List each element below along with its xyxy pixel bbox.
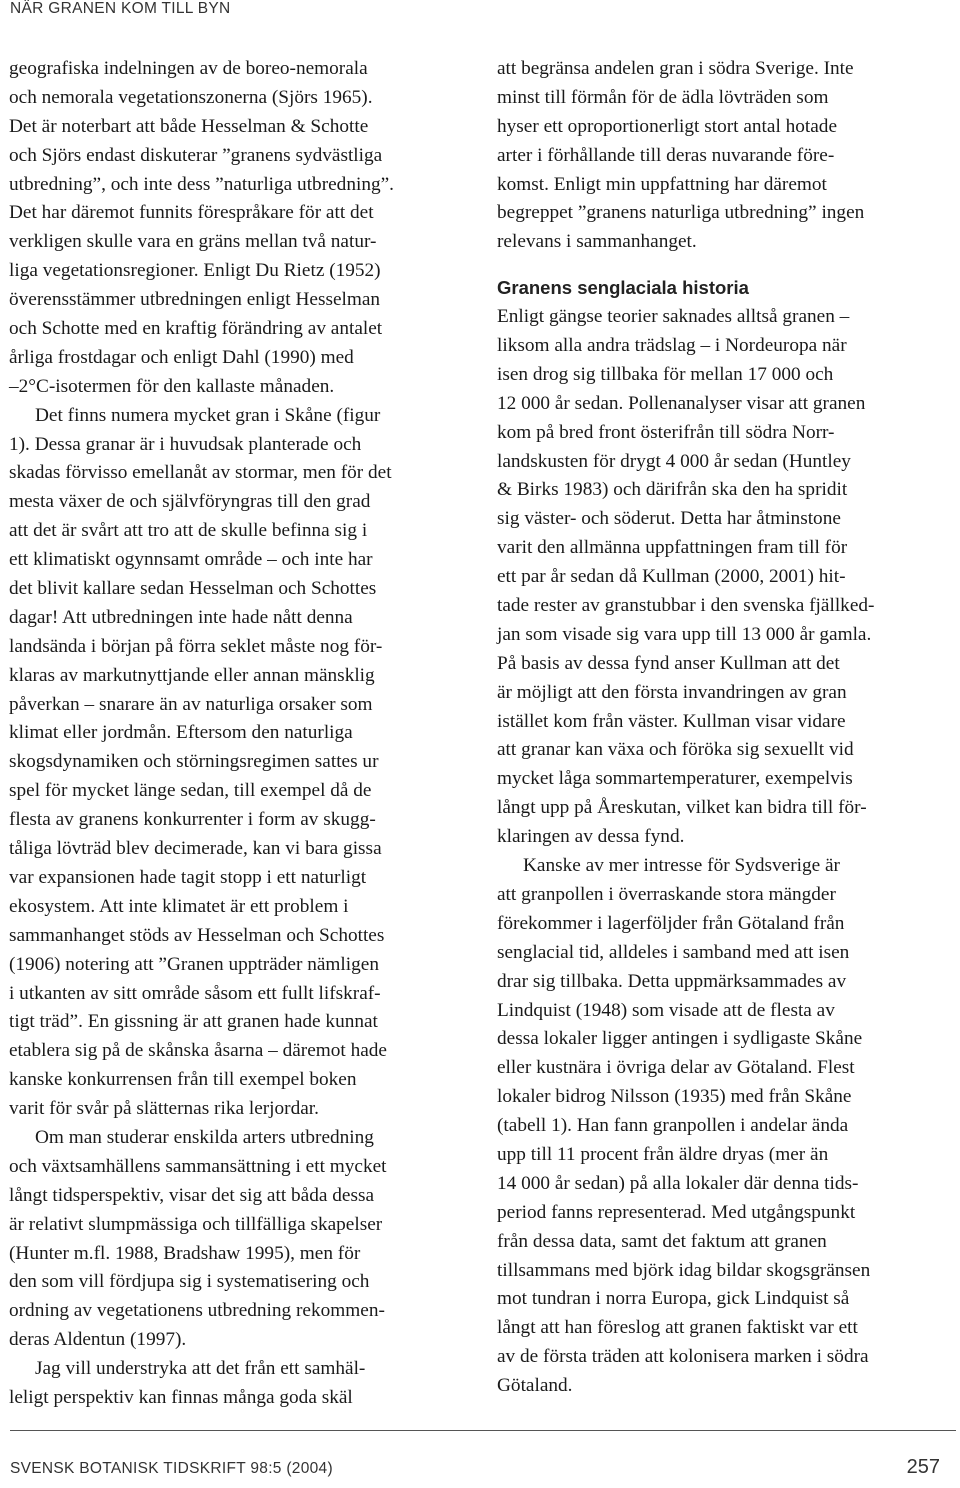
section-heading: Granens senglaciala historia (497, 277, 749, 299)
text-line: ekosystem. Att inte klimatet är ett problem i (9, 895, 349, 917)
text-line: att granpollen i överraskande stora mängder (497, 883, 836, 905)
page-number: 257 (906, 1456, 940, 1478)
text-line: Det finns numera mycket gran i Skåne (figur (35, 404, 381, 426)
text-line: (tabell 1). Han fann granpollen i andelar ända (497, 1115, 849, 1137)
text-line: 1). Dessa granar är i huvudsak planterade och (9, 433, 362, 455)
text-line: påverkan – snarare än av naturliga orsaker som (9, 693, 373, 715)
right-column (497, 55, 957, 1401)
text-line: den som vill fördjupa sig i systematisering och (9, 1271, 370, 1293)
text-line: senglacial tid, alldeles i samband med att isen (497, 941, 850, 963)
text-line: begreppet ”granens naturliga utbredning” ingen (497, 202, 865, 224)
text-line: arter i förhållande till deras nuvarande före- (497, 144, 835, 166)
text-line: och växtsamhällens sammansättning i ett mycket (9, 1155, 387, 1177)
text-line: –2°C-isotermen för den kallaste månaden. (9, 375, 335, 397)
text-line: geografiska indelningen av de boreo-nemorala (9, 58, 368, 79)
text-line: årliga frostdagar och enligt Dahl (1990) med (9, 346, 354, 368)
paragraph (9, 55, 469, 402)
text-line: flesta av granens konkurrenter i form av skugg- (9, 809, 376, 831)
text-line: (1906) notering att ”Granen uppträder nämligen (9, 953, 379, 975)
text-line: skogsdynamiken och störningsregimen sattes ur (9, 751, 379, 773)
text-line: Det är noterbart att både Hesselman & Schotte (9, 115, 369, 137)
text-line: upp till 11 procent från äldre dryas (mer än (497, 1143, 829, 1165)
text-line: istället kom från väster. Kullman visar vidare (497, 710, 846, 732)
paragraph (497, 303, 957, 852)
text-line: att det är svårt att tro att de skulle befinna sig i (9, 520, 368, 542)
text-line: utbredning”, och inte dess ”naturliga utbredning”. (9, 173, 394, 195)
text-line: är relativt slumpmässiga och tillfälliga skapelser (9, 1213, 383, 1235)
text-line: 14 000 år sedan) på alla lokaler där denna tids- (497, 1172, 859, 1194)
text-line: mycket låga sommartemperaturer, exempelvis (497, 768, 853, 790)
text-line: ett klimatiskt ogynnsamt område – och inte har (9, 549, 373, 571)
text-line: relevans i sammanhanget. (497, 231, 697, 253)
text-line: det blivit kallare sedan Hesselman och Schottes (9, 578, 377, 600)
text-line: liga vegetationsregioner. Enligt Du Rietz (1952) (9, 260, 381, 282)
text-line: och Sjörs endast diskuterar ”granens sydvästliga (9, 144, 383, 166)
footer-divider (10, 1430, 956, 1431)
text-line: Det har däremot funnits förespråkare för att det (9, 202, 374, 224)
text-line: leligt perspektiv kan finnas många goda skäl (9, 1386, 353, 1408)
text-line: varit den allmänna uppfattningen fram till för (497, 537, 848, 559)
text-line: lokaler bidrog Nilsson (1935) med från Skåne (497, 1086, 852, 1108)
text-line: minst till förmån för de ädla lövträden som (497, 86, 829, 108)
text-line: mesta växer de och självföryngras till den grad (9, 491, 371, 513)
text-line: verkligen skulle vara en gräns mellan två natur- (9, 231, 377, 253)
text-line: period fanns representerad. Med utgångspunkt (497, 1201, 856, 1223)
text-line: sig väster- och söderut. Detta har åtminstone (497, 508, 841, 530)
text-line: dagar! Att utbredningen inte hade nått denna (9, 606, 353, 628)
text-line: långt tidsperspektiv, visar det sig att båda dessa (9, 1184, 375, 1206)
text-line: På basis av dessa fynd anser Kullman att det (497, 652, 840, 674)
text-line: att begränsa andelen gran i södra Sverige. Inte (497, 58, 854, 79)
text-line: Jag vill understryka att det från ett samhäl- (35, 1358, 366, 1380)
text-line: långt att han föreslog att granen faktiskt var ett (497, 1317, 858, 1339)
text-line: långt upp på Åreskutan, vilket kan bidra till för- (497, 797, 867, 819)
text-line: förekommer i lagerföljder från Götaland från (497, 912, 845, 934)
text-line: Götaland. (497, 1375, 573, 1397)
text-line: liksom alla andra trädslag – i Nordeuropa när (497, 335, 847, 357)
text-line: överensstämmer utbredningen enligt Hesselman (9, 289, 381, 311)
text-line: ett par år sedan då Kullman (2000, 2001) hit- (497, 566, 846, 588)
text-line: tigt träd”. En gissning är att granen hade kunnat (9, 1011, 378, 1033)
text-line: kanske konkurrensen från till exempel boken (9, 1069, 357, 1091)
text-line: drar sig tillbaka. Detta uppmärksammades av (497, 970, 847, 992)
text-line: i utkanten av sitt område såsom ett fullt lifskraf- (9, 982, 381, 1004)
text-line: är möjligt att den första invandringen av gran (497, 681, 847, 703)
text-line: att granar kan växa och föröka sig sexuellt vid (497, 739, 854, 761)
text-line: Lindquist (1948) som visade att de flesta av (497, 999, 835, 1021)
text-line: Kanske av mer intresse för Sydsverige är (523, 855, 840, 877)
text-line: hyser ett oproportionerligt stort antal hotade (497, 115, 838, 137)
paragraph (497, 55, 957, 257)
text-line: skadas förvisso emellanåt av stormar, men för det (9, 462, 392, 484)
text-line: jan som visade sig vara upp till 13 000 år gamla. (497, 623, 872, 645)
text-line: från dessa data, samt det faktum att granen (497, 1230, 827, 1252)
text-line: komst. Enligt min uppfattning har däremot (497, 173, 827, 195)
paragraph (9, 1124, 469, 1355)
text-line: tåliga lövträd blev decimerade, kan vi bara gissa (9, 838, 382, 860)
text-line: kom på bred front österifrån till södra Norr- (497, 421, 835, 443)
text-line: Enligt gängse teorier saknades alltså granen – (497, 306, 850, 328)
text-line: eller kustnära i övriga delar av Götaland. Flest (497, 1057, 855, 1079)
footer-journal-title: SVENSK BOTANISK TIDSKRIFT 98:5 (2004) (10, 1460, 333, 1477)
text-line: sammanhanget stöds av Hesselman och Schottes (9, 924, 385, 946)
text-line: tade rester av granstubbar i den svenska fjällked- (497, 595, 875, 617)
text-line: 12 000 år sedan. Pollenanalyser visar att granen (497, 392, 866, 414)
text-line: var expansionen hade tagit stopp i ett naturligt (9, 866, 367, 888)
text-line: spel för mycket länge sedan, till exempel då de (9, 780, 372, 802)
section-spacer (497, 257, 957, 274)
text-line: deras Aldentun (1997). (9, 1329, 187, 1351)
text-line: Om man studerar enskilda arters utbredning (35, 1126, 374, 1148)
text-line: landskusten för drygt 4 000 år sedan (Huntley (497, 450, 851, 472)
paragraph (9, 402, 469, 1124)
text-line: mot tundran i norra Europa, gick Lindquist så (497, 1288, 850, 1310)
text-line: (Hunter m.fl. 1988, Bradshaw 1995), men för (9, 1242, 361, 1264)
paragraph (497, 852, 957, 1401)
text-line: ordning av vegetationens utbredning rekommen- (9, 1300, 385, 1322)
text-line: dessa lokaler ligger antingen i sydligaste Skåne (497, 1028, 863, 1050)
text-line: klaringen av dessa fynd. (497, 826, 685, 848)
text-line: etablera sig på de skånska åsarna – däremot hade (9, 1040, 387, 1062)
running-head: NÄR GRANEN KOM TILL BYN (10, 0, 231, 17)
text-line: tillsammans med björk idag bildar skogsgränsen (497, 1259, 871, 1281)
paragraph (9, 1355, 469, 1413)
text-line: & Birks 1983) och därifrån ska den ha spridit (497, 479, 848, 501)
text-line: klaras av markutnyttjande eller annan mänsklig (9, 664, 375, 686)
text-line: varit för svår på slätternas rika lerjordar. (9, 1098, 319, 1120)
text-line: och Schotte med en kraftig förändring av antalet (9, 318, 383, 340)
text-line: landsända i början på förra seklet måste nog för- (9, 635, 383, 657)
left-column (9, 55, 469, 1413)
text-line: och nemorala vegetationszonerna (Sjörs 1965). (9, 86, 373, 108)
text-line: klimat eller jordmån. Eftersom den naturliga (9, 722, 353, 744)
text-line: isen drog sig tillbaka för mellan 17 000 och (497, 363, 834, 385)
text-line: av de första träden att kolonisera marken i södra (497, 1346, 869, 1368)
